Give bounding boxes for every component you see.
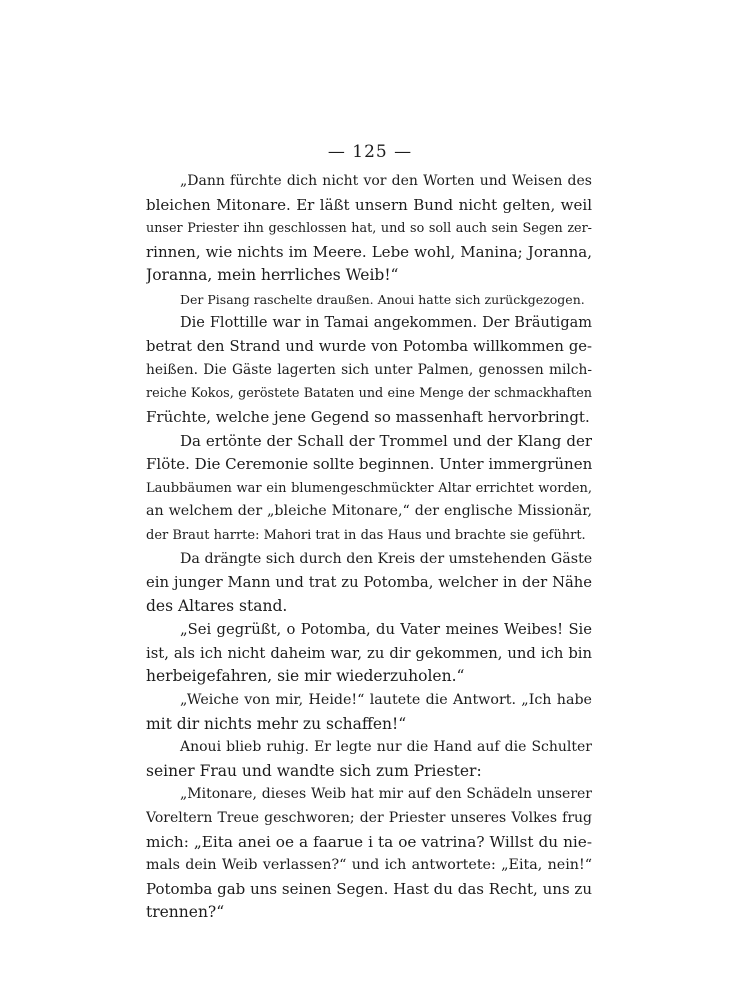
text-line: Der Pisang raschelte draußen. Anoui hatte sich zurückgezogen. [180,291,585,307]
text-line: trennen?“ [146,903,225,922]
text-line: unser Priester ihn geschlossen hat, und so soll auch sein Segen zer- [146,221,592,237]
text-line: heißen. Die Gäste lagerten sich unter Palmen, genossen milch- [146,361,592,378]
text-line: mich: „Eita anei oe a faarue i ta oe vatrina? Willst du nie- [146,832,592,851]
page-number: — 125 — [327,142,413,162]
text-line: ist, als ich nicht daheim war, zu dir gekommen, und ich bin [146,644,592,662]
body-text [146,170,592,925]
text-line: Joranna, mein herrliches Weib!“ [146,266,399,285]
text-line: herbeigefahren, sie mir wiederzuholen.“ [146,667,465,686]
text-line: rinnen, wie nichts im Meere. Lebe wohl, Manina; Joranna, [146,242,592,261]
text-line: Da ertönte der Schall der Trommel und der Klang der [180,431,592,450]
text-line: „Mitonare, dieses Weib hat mir auf den Schädeln unserer [180,786,592,803]
text-line: betrat den Strand und wurde von Potomba willkommen ge- [146,338,592,356]
text-line: mals dein Weib verlassen?“ und ich antwortete: „Eita, nein!“ [146,857,592,874]
text-line: Potomba gab uns seinen Segen. Hast du das Recht, uns zu [146,879,592,898]
text-line: an welchem der „bleiche Mitonare,“ der englische Missionär, [146,503,592,520]
text-line: des Altares stand. [146,596,288,615]
text-line: „Sei gegrüßt, o Potomba, du Vater meines Weibes! Sie [180,621,592,639]
text-line: mit dir nichts mehr zu schaffen!“ [146,714,407,733]
text-line: bleichen Mitonare. Er läßt unsern Bund nicht gelten, weil [146,195,592,214]
text-line: Früchte, welche jene Gegend so massenhaft hervorbringt. [146,407,590,426]
text-line: der Braut harrte: Mahori trat in das Haus und brachte sie geführt. [146,527,586,543]
text-line: seiner Frau und wandte sich zum Priester: [146,761,482,780]
text-line: reiche Kokos, geröstete Bataten und eine Menge der schmackhaften [146,386,592,402]
text-line: „Weiche von mir, Heide!“ lautete die Antwort. „Ich habe [180,692,592,709]
text-line: Die Flottille war in Tamai angekommen. Der Bräutigam [180,314,592,331]
text-line: Voreltern Treue geschworen; der Priester unseres Volkes frug [146,810,592,827]
text-line: Anoui blieb ruhig. Er legte nur die Hand auf die Schulter [180,739,592,756]
text-line: Da drängte sich durch den Kreis der umstehenden Gäste [180,550,592,567]
text-line: „Dann fürchte dich nicht vor den Worten und Weisen des [180,173,592,189]
text-line: ein junger Mann und trat zu Potomba, welcher in der Nähe [146,574,592,592]
text-line: Flöte. Die Ceremonie sollte beginnen. Unter immergrünen [146,455,592,474]
text-line: Laubbäumen war ein blumengeschmückter Altar errichtet worden, [146,480,592,496]
